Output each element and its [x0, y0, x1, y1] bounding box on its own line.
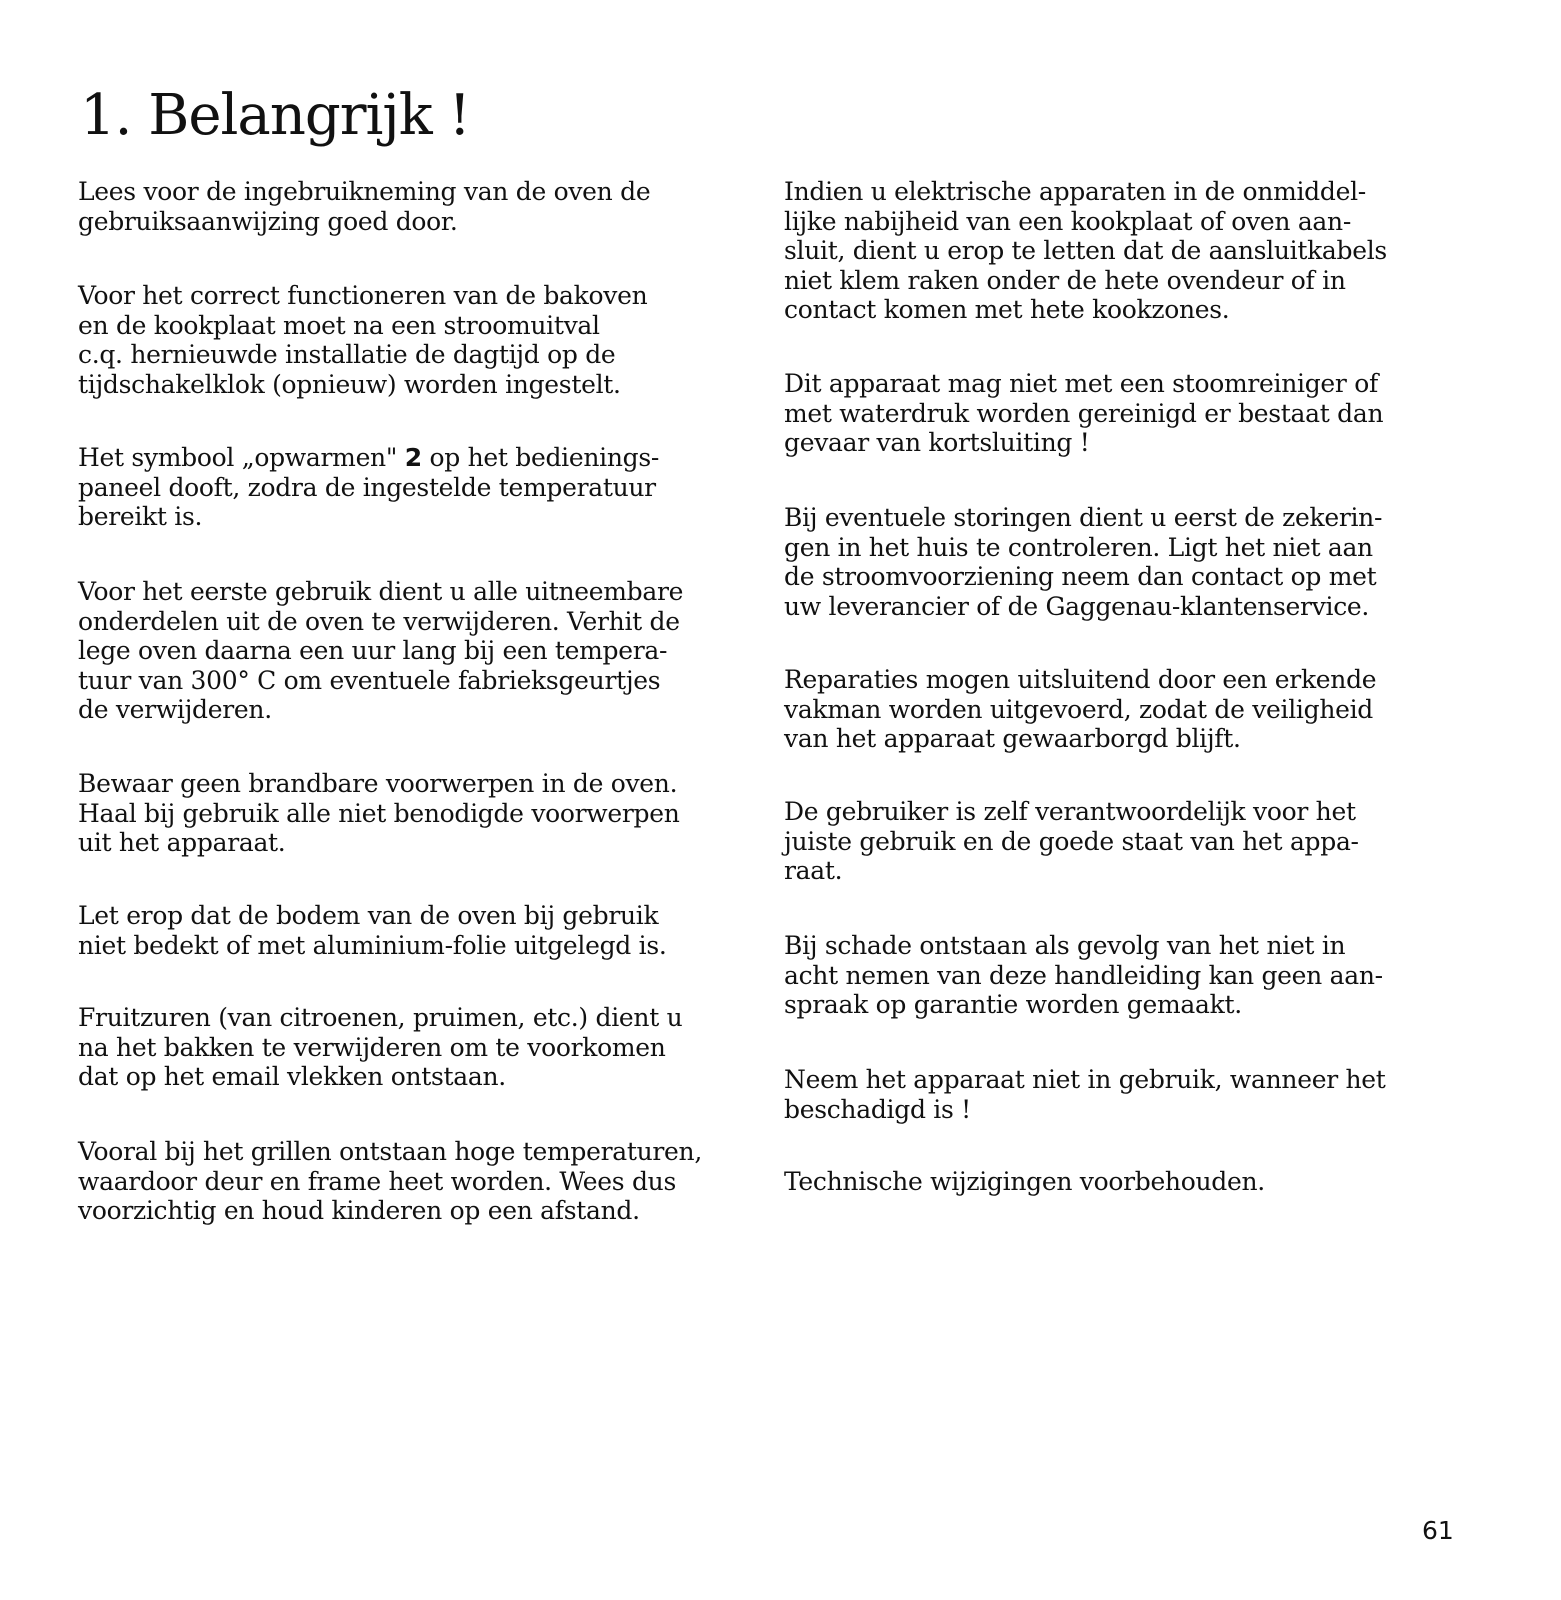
- paragraph-repairs: Reparaties mogen uitsluitend door een erkende vakman worden uitgevoerd, zodat de veiligheid van het apparaat gewaarborgd blijft.: [784, 665, 1377, 753]
- paragraph-malfunctions: Bij eventuele storingen dient u eerst de zekerin- gen in het huis te controleren. Ligt het niet aan de stroomvoorziening neem dan contact op met uw leverancier of de Gaggenau-klantenservice.: [784, 503, 1383, 621]
- preheat-text-before: Het symbool „opwarmen": [78, 443, 405, 472]
- paragraph-oven-floor: Let erop dat de bodem van de oven bij gebruik niet bedekt of met aluminium-folie uitgelegd is.: [78, 901, 667, 960]
- preheat-symbol-number: 2: [404, 443, 422, 472]
- paragraph-preheat-symbol: [78, 443, 659, 532]
- paragraph-set-clock: Voor het correct functioneren van de bakoven en de kookplaat moet na een stroomuitval c.q. hernieuwde installatie de dagtijd op de tijdschakelklok (opnieuw) worden ingestelt.: [78, 281, 648, 399]
- paragraph-steam-cleaner: Dit apparaat mag niet met een stoomreiniger of met waterdruk worden gereinigd er bestaat dan gevaar van kortsluiting !: [784, 369, 1384, 457]
- paragraph-warranty: Bij schade ontstaan als gevolg van het niet in acht nemen van deze handleiding kan geen aan- spraak op garantie worden gemaakt.: [784, 931, 1383, 1019]
- paragraph-fruit-acids: Fruitzuren (van citroenen, pruimen, etc.) dient u na het bakken te verwijderen om te voorkomen dat op het email vlekken ontstaan.: [78, 1003, 683, 1091]
- paragraph-user-responsibility: De gebruiker is zelf verantwoordelijk voor het juiste gebruik en de goede staat van het appa- raat.: [784, 797, 1359, 885]
- preheat-text-after: op het bedienings- paneel dooft, zodra de ingestelde temperatuur bereikt is.: [78, 443, 660, 531]
- page-number: 61: [1422, 1516, 1454, 1545]
- paragraph-flammable-items: Bewaar geen brandbare voorwerpen in de oven. Haal bij gebruik alle niet benodigde voorwerpen uit het apparaat.: [78, 769, 680, 857]
- paragraph-electrical-appliances: Indien u elektrische apparaten in de onmiddel- lijke nabijheid van een kookplaat of oven aan- sluit, dient u erop te letten dat de aansluitkabels niet klem raken onder de hete ovendeur of in contact komen met hete kookzones.: [784, 177, 1387, 324]
- paragraph-first-use: Voor het eerste gebruik dient u alle uitneembare onderdelen uit de oven te verwijderen. Verhit de lege oven daarna een uur lang bij een tempera- tuur van 300° C om eventuele fabrieksgeurtjes de verwijderen.: [78, 577, 684, 724]
- paragraph-grilling-heat: Vooral bij het grillen ontstaan hoge temperaturen, waardoor deur en frame heet worden. Wees dus voorzichtig en houd kinderen op een afstand.: [78, 1137, 703, 1225]
- paragraph-damaged-appliance: Neem het apparaat niet in gebruik, wanneer het beschadigd is !: [784, 1065, 1386, 1124]
- page-title: 1. Belangrijk !: [80, 83, 471, 148]
- paragraph-read-manual: Lees voor de ingebruikneming van de oven de gebruiksaanwijzing goed door.: [78, 177, 651, 236]
- paragraph-technical-changes: Technische wijzigingen voorbehouden.: [784, 1167, 1265, 1196]
